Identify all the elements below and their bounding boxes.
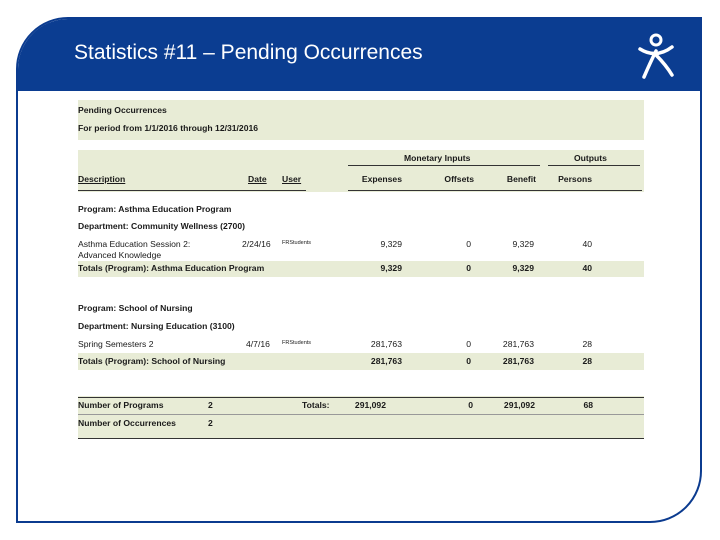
group-header-monetary: Monetary Inputs — [404, 153, 471, 163]
row-date: 4/7/16 — [246, 339, 270, 349]
report-period: For period from 1/1/2016 through 12/31/2016 — [78, 123, 259, 133]
header-rule-outputs — [540, 190, 642, 191]
totals-offsets: 0 — [466, 356, 471, 366]
summary-totals-label: Totals: — [302, 400, 330, 410]
row-description: Spring Semesters 2 — [78, 339, 154, 349]
title-bar — [18, 19, 700, 91]
column-header-band — [78, 150, 644, 192]
program-heading: Program: Asthma Education Program — [78, 204, 232, 214]
summary-rule-mid — [78, 414, 644, 415]
summary-programs-label: Number of Programs — [78, 400, 164, 410]
header-rule-left — [78, 190, 306, 191]
row-benefit: 9,329 — [512, 239, 534, 249]
row-user: FRStudents — [282, 240, 312, 246]
summary-programs-count: 2 — [208, 400, 213, 410]
summary-benefit: 291,092 — [503, 400, 535, 410]
totals-persons: 40 — [582, 263, 592, 273]
col-date: Date — [248, 174, 267, 184]
col-offsets: Offsets — [444, 174, 474, 184]
group-header-outputs: Outputs — [574, 153, 607, 163]
summary-occurrences-label: Number of Occurrences — [78, 418, 176, 428]
totals-expenses: 281,763 — [370, 356, 402, 366]
col-description: Description — [78, 174, 126, 184]
slide-title: Statistics #11 – Pending Occurrences — [74, 41, 423, 64]
department-heading: Department: Community Wellness (2700) — [78, 221, 245, 231]
row-description-cont: Advanced Knowledge — [78, 250, 162, 260]
row-expenses: 281,763 — [370, 339, 402, 349]
summary-expenses: 291,092 — [354, 400, 386, 410]
totals-benefit: 281,763 — [502, 356, 534, 366]
totals-expenses: 9,329 — [380, 263, 402, 273]
col-user: User — [282, 174, 302, 184]
totals-persons: 28 — [582, 356, 592, 366]
program-heading: Program: School of Nursing — [78, 303, 193, 313]
row-benefit: 281,763 — [502, 339, 534, 349]
totals-label: Totals (Program): School of Nursing — [78, 356, 226, 366]
col-expenses: Expenses — [361, 174, 402, 184]
col-persons: Persons — [558, 174, 592, 184]
stick-figure-icon — [636, 33, 676, 79]
group-rule-monetary — [348, 165, 540, 166]
report-title: Pending Occurrences — [78, 105, 167, 115]
row-expenses: 9,329 — [380, 239, 402, 249]
totals-benefit: 9,329 — [512, 263, 534, 273]
summary-rule-top — [78, 397, 644, 398]
row-persons: 28 — [582, 339, 592, 349]
row-description: Asthma Education Session 2: — [78, 239, 191, 249]
totals-offsets: 0 — [466, 263, 471, 273]
row-date: 2/24/16 — [242, 239, 271, 249]
row-user: FRStudents — [282, 340, 312, 346]
row-offsets: 0 — [466, 339, 471, 349]
summary-rule-bottom — [78, 438, 644, 439]
summary-persons: 68 — [583, 400, 593, 410]
department-heading: Department: Nursing Education (3100) — [78, 321, 235, 331]
group-rule-outputs — [548, 165, 640, 166]
row-persons: 40 — [582, 239, 592, 249]
summary-occurrences-count: 2 — [208, 418, 213, 428]
totals-label: Totals (Program): Asthma Education Program — [78, 263, 265, 273]
header-rule-monetary — [348, 190, 540, 191]
summary-offsets: 0 — [468, 400, 473, 410]
row-offsets: 0 — [466, 239, 471, 249]
col-benefit: Benefit — [506, 174, 536, 184]
